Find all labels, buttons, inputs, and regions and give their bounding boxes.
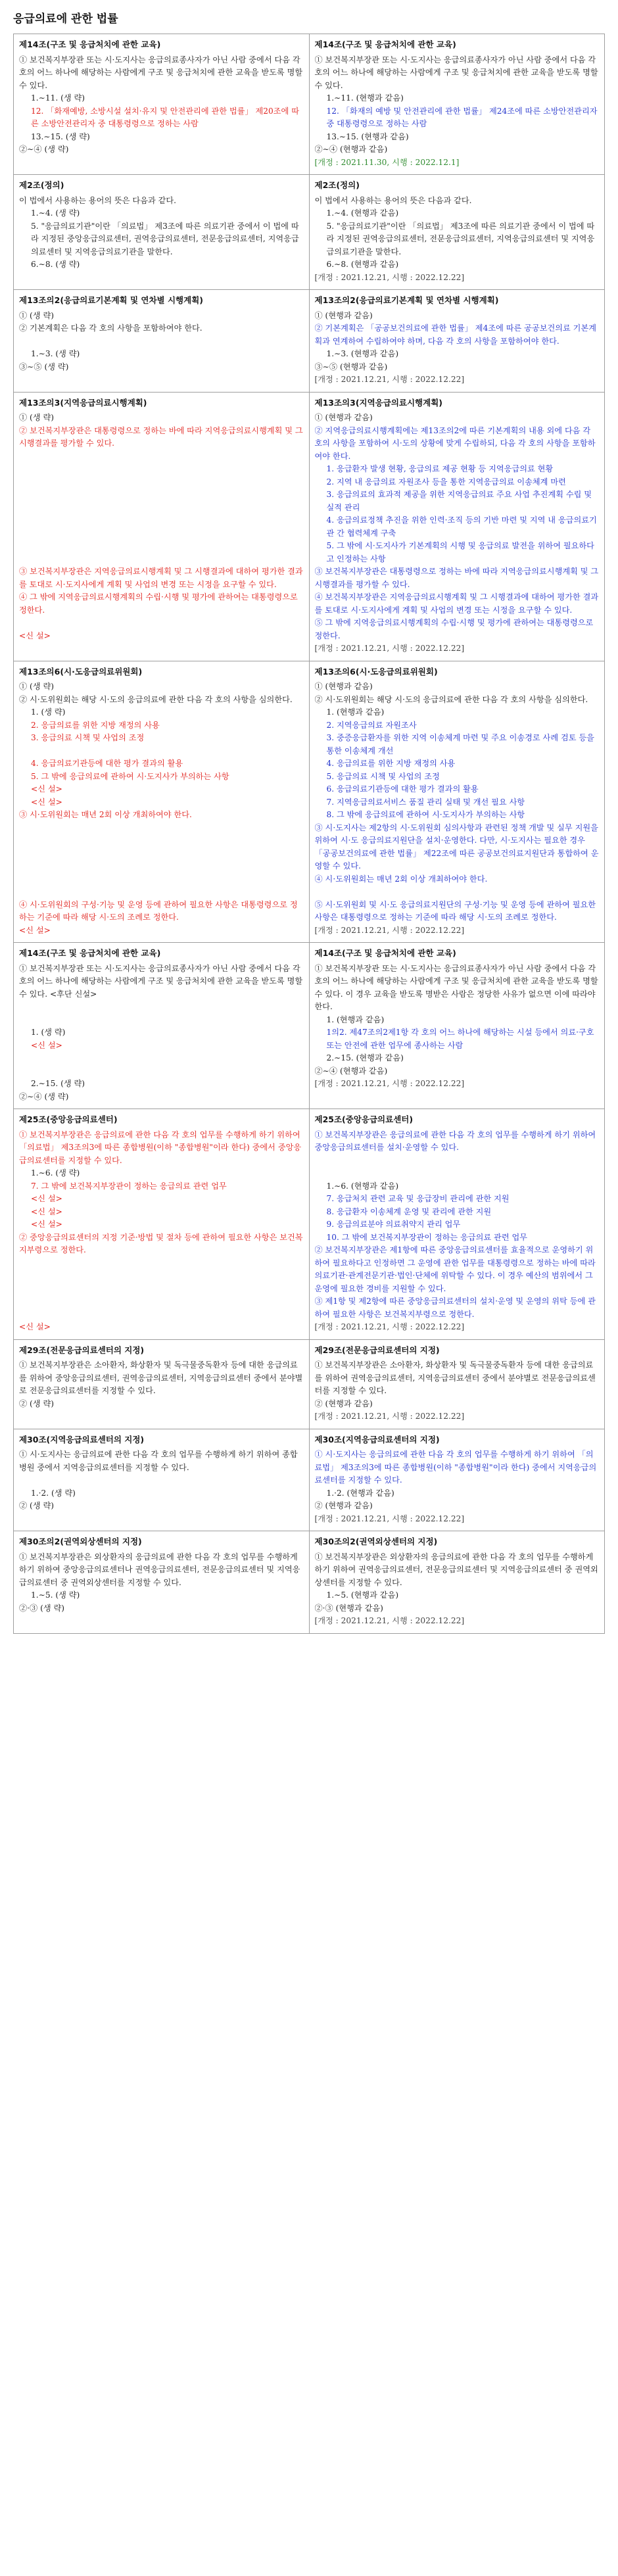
spacer: [19, 1001, 304, 1026]
article-line: ① 보건복지부장관은 소아환자, 화상환자 및 독극물중독환자 등에 대한 응급의료를 위하여 중앙응급의료센터, 권역응급의료센터, 지역응급의료센터 중에서 분야별로 전문응급의료센터를 지정할 수 있다.: [19, 1360, 303, 1395]
article-line: ⑤ 시·도위원회 및 시·도 응급의료지원단의 구성·기능 및 운영 등에 관하여 필요한 사항은 대통령령으로 정하는 기준에 따라 해당 시·도의 조례로 정한다.: [314, 899, 596, 922]
article-title: 제13조의3(지역응급의료시행계획): [19, 397, 147, 408]
article-line: 10. 그 밖에 보건복지부장관이 정하는 응급의료 관련 업무: [326, 1232, 528, 1242]
article-line: ② (생 략): [19, 1398, 54, 1408]
article-line: ④ 보건복지부장관은 지역응급의료시행계획 및 그 시행결과에 대하여 평가한 결과를 토대로 시·도지사에게 계획 및 사업의 변경 또는 시정을 요구할 수 있다.: [314, 592, 599, 615]
article-line: ④ 시·도위원회는 매년 2회 이상 개최하여야 한다.: [314, 874, 488, 884]
amended-law-cell: [309, 175, 605, 290]
article-line: ② 기본계획은 「공공보건의료에 관한 법률」 제4조에 따른 공공보건의료 기본계획과 연계하여 수립하여야 하며, 다음 각 호의 사항을 포함하여야 한다.: [314, 323, 597, 346]
article-line: 2. 지역응급의료 자원조사: [326, 720, 417, 730]
current-law-cell: [14, 1429, 310, 1531]
article-line: ① (생 략): [19, 413, 54, 422]
comparison-row: [14, 1339, 605, 1429]
amendment-note: [개정 : 2021.12.21, 시행 : 2022.12.22]: [314, 1322, 465, 1331]
amendment-note: [개정 : 2021.12.21, 시행 : 2022.12.22]: [314, 1514, 465, 1523]
comparison-row: [14, 1429, 605, 1531]
article-line: 2. 응급의료를 위한 지방 재정의 사용: [31, 720, 160, 730]
article-line: 5. 그 밖에 응급의료에 관하여 시·도지사가 부의하는 사항: [31, 771, 229, 781]
comparison-rows: [14, 34, 605, 1634]
article-title: 제2조(정의): [314, 180, 360, 190]
article-title: 제25조(중앙응급의료센터): [19, 1114, 118, 1124]
article-line: ① 보건복지부장관은 소아환자, 화상환자 및 독극물중독환자 등에 대한 응급의료를 위하여 권역응급의료센터, 지역응급의료센터 중에서 분야별로 전문응급의료센터를 지정할 수 있다.: [314, 1360, 596, 1395]
article-line: 1. (생 략): [31, 707, 66, 717]
article-line: 5. 응급의료 시책 및 사업의 조정: [326, 771, 440, 781]
article-line: ① 보건복지부장관은 외상환자의 응급의료에 관한 다음 각 호의 업무를 수행하게 하기 위하여 중앙응급의료센터나 권역응급의료센터, 전문응급의료센터 및 지역응급의료센터 중 권역외상센터를 지정할 수 있다.: [19, 1552, 300, 1587]
article-line: ② (생 략): [19, 1501, 54, 1510]
article-line: 7. 지역응급의료서비스 품질 관리 실태 및 개선 필요 사항: [326, 797, 525, 807]
article-line: ③ 시·도위원회는 매년 2회 이상 개최하여야 한다.: [19, 810, 192, 819]
article-line: 1.·2. (현행과 같음): [326, 1488, 394, 1498]
article-title: 제14조(구조 및 응급처치에 관한 교육): [314, 948, 456, 958]
comparison-row: [14, 392, 605, 661]
amended-law-cell: [309, 1429, 605, 1531]
article-line: ① 보건복지부장관 또는 시·도지사는 응급의료종사자가 아닌 사람 중에서 다음 각 호의 어느 하나에 해당하는 사람에게 구조 및 응급처치에 관한 교육을 받도록 명할 수 있다.: [314, 55, 598, 90]
comparison-row: [14, 943, 605, 1109]
article-line: 1. (현행과 같음): [326, 707, 385, 717]
article-line: ① 보건복지부장관 또는 시·도지사는 응급의료종사자가 아닌 사람 중에서 다음 각 호의 어느 하나에 해당하는 사람에게 구조 및 응급처치에 관한 교육을 받도록 명할 수 있다. <후단 신설>: [19, 963, 303, 999]
article-line: 8. 응급환자 이송체계 운영 및 관리에 관한 지원: [326, 1206, 492, 1216]
article-line: ② 지역응급의료시행계획에는 제13조의2에 따른 기본계획의 내용 외에 다음 각 호의 사항을 포함하여 시·도의 상황에 맞게 수립하되, 다음 각 호의 사항을 포함하여야 한다.: [314, 425, 596, 461]
article-line: <신 설>: [31, 1206, 62, 1216]
amended-law-cell: [309, 34, 605, 175]
article-line: ② (현행과 같음): [314, 1501, 373, 1510]
article-line: 1.∼11. (생 략): [31, 93, 85, 103]
current-law-cell: [14, 392, 310, 661]
article-line: ②∼④ (생 략): [19, 145, 69, 154]
current-law-cell: [14, 34, 310, 175]
article-line: 1.∼4. (현행과 같음): [326, 208, 399, 218]
article-title: 제30조의2(권역외상센터의 지정): [314, 1537, 438, 1546]
comparison-row: [14, 290, 605, 393]
article-line: 1.∼6. (생 략): [31, 1168, 80, 1178]
spacer: [19, 822, 304, 899]
article-line: ② 보건복지부장관은 대통령령으로 정하는 바에 따라 지역응급의료시행계획 및 그 시행결과를 평가할 수 있다.: [19, 425, 303, 448]
amended-law-cell: [309, 290, 605, 393]
amended-law-cell: [309, 943, 605, 1109]
amendment-note: [개정 : 2021.12.21, 시행 : 2022.12.22]: [314, 644, 465, 653]
article-line: 8. 그 밖에 응급의료에 관하여 시·도지사가 부의하는 사항: [326, 810, 525, 819]
article-line: ②·③ (생 략): [19, 1603, 65, 1613]
current-law-cell: [14, 1339, 310, 1429]
article-title: 제30조(지역응급의료센터의 지정): [19, 1434, 145, 1444]
article-line: 6.∼8. (생 략): [31, 260, 80, 269]
article-line: 1.∼4. (생 략): [31, 208, 80, 218]
comparison-row: [14, 175, 605, 290]
article-line: ③ 보건복지부장관은 지역응급의료시행계획 및 그 시행결과에 대하여 평가한 결과를 토대로 시·도지사에게 계획 및 사업의 변경 또는 시정을 요구할 수 있다.: [19, 567, 303, 589]
article-title: 제29조(전문응급의료센터의 지정): [314, 1345, 440, 1355]
amended-law-cell: [309, 1109, 605, 1340]
article-line: 1. (현행과 같음): [326, 1014, 385, 1024]
article-line: 1.∼11. (현행과 같음): [326, 93, 404, 103]
article-line: 이 법에서 사용하는 용어의 뜻은 다음과 같다.: [19, 195, 177, 205]
article-title: 제13조의6(시·도응급의료위원회): [19, 666, 143, 677]
article-line: ② 시·도위원회는 해당 시·도의 응급의료에 관한 다음 각 호의 사항을 심의한다.: [314, 694, 588, 704]
article-line: ③ 보건복지부장관은 대통령령으로 정하는 바에 따라 지역응급의료시행계획 및 그 시행결과를 평가할 수 있다.: [314, 567, 599, 589]
amended-law-cell: [309, 392, 605, 661]
comparison-row: [14, 1109, 605, 1340]
article-title: 제14조(구조 및 응급처치에 관한 교육): [19, 948, 161, 958]
article-line: 2.∼15. (현행과 같음): [326, 1053, 404, 1062]
law-comparison-table: [13, 34, 605, 1634]
article-line: ② 기본계획은 다음 각 호의 사항을 포함하여야 한다.: [19, 323, 202, 333]
spacer: [19, 1474, 304, 1487]
amendment-note: [개정 : 2021.11.30, 시행 : 2022.12.1]: [314, 157, 460, 167]
article-title: 제13조의2(응급의료기본계획 및 연차별 시행계획): [314, 295, 499, 305]
article-line: ③ 제1항 및 제2항에 따른 중앙응급의료센터의 설치·운영 및 운영의 위탁 등에 관하여 필요한 사항은 보건복지부령으로 정한다.: [314, 1297, 596, 1319]
article-line: ②∼④ (현행과 같음): [314, 145, 388, 154]
article-line: 2. 지역 내 응급의료 자원조사 등을 통한 지역응급의료 이송체계 마련: [326, 477, 566, 487]
spacer: [19, 450, 304, 566]
spacer: [19, 745, 304, 758]
amendment-note: [개정 : 2021.12.21, 시행 : 2022.12.22]: [314, 1616, 465, 1625]
comparison-row: [14, 34, 605, 175]
article-line: ① 보건복지부장관은 응급의료에 관한 다음 각 호의 업무를 수행하게 하기 위하여 중앙응급의료센터를 설치·운영할 수 있다.: [314, 1130, 596, 1152]
article-line: ② 보건복지부장관은 제1항에 따른 중앙응급의료센터를 효율적으로 운영하기 위하여 필요하다고 인정하면 그 운영에 관한 업무를 대통령령으로 정하는 바에 따라 의료기관·관계전문기관·법인·단체에 위탁할 수 있다. 이 경우 예산의 범위에서 그 운영에 필요한 경비를 지원할 수 있다.: [314, 1245, 596, 1293]
current-law-cell: [14, 1531, 310, 1634]
amendment-note: [개정 : 2021.12.21, 시행 : 2022.12.22]: [314, 1079, 465, 1088]
article-line: ① 시·도지사는 응급의료에 관한 다음 각 호의 업무를 수행하게 하기 위하여 「의료법」 제3조의3에 따른 종합병원(이하 "종합병원"이라 한다) 중에서 지역응급의료센터를 지정할 수 있다.: [314, 1450, 597, 1485]
spacer: [315, 886, 600, 899]
article-line: ④ 그 밖에 지역응급의료시행계획의 수립·시행 및 평가에 관하여는 대통령령으로 정한다.: [19, 592, 298, 615]
article-title: 제30조의2(권역외상센터의 지정): [19, 1537, 142, 1546]
article-line: 7. 응급처치 관련 교육 및 응급장비 관리에 관한 지원: [326, 1194, 510, 1203]
article-line: 12. 「화재의 예방 및 안전관리에 관한 법률」 제24조에 따른 소방안전관리자 중 대통령령으로 정하는 사람: [326, 106, 598, 128]
article-line: ② 시·도위원회는 해당 시·도의 응급의료에 관한 다음 각 호의 사항을 심의한다.: [19, 694, 293, 704]
article-line: ① 보건복지부장관은 응급의료에 관한 다음 각 호의 업무를 수행하게 하기 위하여 「의료법」 제3조의3에 따른 종합병원(이하 "종합병원"이라 한다) 중에서 중앙응급의료센터를 지정할 수 있다.: [19, 1130, 302, 1165]
comparison-row: [14, 661, 605, 943]
article-line: <신 설>: [19, 1322, 51, 1331]
article-line: ②∼④ (생 략): [19, 1091, 69, 1101]
current-law-cell: [14, 1109, 310, 1340]
amendment-note: [개정 : 2021.12.21, 시행 : 2022.12.22]: [314, 272, 465, 282]
article-title: 제25조(중앙응급의료센터): [314, 1114, 414, 1124]
current-law-cell: [14, 661, 310, 943]
spacer: [19, 1257, 304, 1322]
article-line: <신 설>: [19, 631, 51, 640]
article-line: ① 보건복지부장관은 외상환자의 응급의료에 관한 다음 각 호의 업무를 수행하게 하기 위하여 권역응급의료센터, 전문응급의료센터 및 지역응급의료센터 중 권역외상센터를 지정할 수 있다.: [314, 1552, 598, 1587]
article-line: 5. "응급의료기관"이란 「의료법」 제3조에 따른 의료기관 중에서 이 법에 따라 지정된 권역응급의료센터, 전문응급의료센터, 지역응급의료센터 및 지역응급의료기관을 말한다.: [326, 221, 595, 256]
article-line: ⑤ 그 밖에 지역응급의료시행계획의 수립·시행 및 평가에 관하여는 대통령령으로 정한다.: [314, 618, 594, 640]
article-line: 4. 응급의료를 위한 지방 재정의 사용: [326, 759, 456, 768]
article-line: 1.∼5. (생 략): [31, 1590, 80, 1600]
article-line: ③ 시·도지사는 제2항의 시·도위원회 심의사항과 관련된 정책 개발 및 실무 지원을 위하여 시·도 응급의료지원단을 설치·운영한다. 다만, 시·도지사는 필요한 경우 「공공보건의료에 관한 법률」 제22조에 따른 공공보건의료지원단과 통합하여 운영할 수 있다.: [314, 823, 599, 871]
article-line: 4. 응급의료정책 추진을 위한 인력·조직 등의 기반 마련 및 지역 내 응급의료기관 간 협력체계 구축: [326, 515, 597, 538]
article-line: 13.∼15. (현행과 같음): [326, 131, 409, 141]
article-line: 7. 그 밖에 보건복지부장관이 정하는 응급의료 관련 업무: [31, 1181, 227, 1191]
article-line: <신 설>: [31, 797, 62, 807]
page-title: 응급의료에 관한 법률: [13, 12, 118, 26]
amendment-note: [개정 : 2021.12.21, 시행 : 2022.12.22]: [314, 1412, 465, 1421]
article-line: 1.∼6. (현행과 같음): [326, 1181, 399, 1191]
article-line: 1.·2. (생 략): [31, 1488, 76, 1498]
article-title: 제14조(구조 및 응급처치에 관한 교육): [19, 39, 161, 49]
article-line: ②∼④ (현행과 같음): [314, 1066, 388, 1076]
current-law-cell: [14, 943, 310, 1109]
article-line: ① (현행과 같음): [314, 310, 373, 320]
article-line: <신 설>: [31, 784, 62, 794]
article-line: 12. 「화재예방, 소방시설 설치·유지 및 안전관리에 관한 법률」 제20조에 따른 소방안전관리자 중 대통령령으로 정하는 사람: [31, 106, 299, 128]
article-line: 2.∼15. (생 략): [31, 1079, 85, 1088]
article-line: ③∼⑤ (생 략): [19, 362, 69, 371]
article-line: ① (현행과 같음): [314, 413, 373, 422]
article-line: 6.∼8. (현행과 같음): [326, 260, 399, 269]
article-line: <신 설>: [31, 1194, 62, 1203]
article-line: 6. 응급의료기관등에 대한 평가 결과의 활용: [326, 784, 479, 794]
article-line: ① 보건복지부장관 또는 시·도지사는 응급의료종사자가 아닌 사람 중에서 다음 각 호의 어느 하나에 해당하는 사람에게 구조 및 응급처치에 관한 교육을 받도록 명할 수 있다. 이 경우 교육을 받도록 명받은 사람은 정당한 사유가 없으면 이에 따라야 한다.: [314, 963, 598, 1011]
article-line: ② (현행과 같음): [314, 1398, 373, 1408]
article-line: ① (생 략): [19, 310, 54, 320]
article-title: 제29조(전문응급의료센터의 지정): [19, 1345, 145, 1355]
spacer: [315, 1155, 600, 1180]
article-line: <신 설>: [31, 1220, 62, 1229]
article-line: 3. 응급의료의 효과적 제공을 위한 지역응급의료 주요 사업 추진계획 수립 및 실적 관리: [326, 490, 592, 512]
spacer: [19, 617, 304, 630]
article-title: 제2조(정의): [19, 180, 64, 190]
article-line: 5. 그 밖에 시·도지사가 기본계획의 시행 및 응급의료 발전을 위하여 필요하다고 인정하는 사항: [326, 541, 594, 563]
amended-law-cell: [309, 661, 605, 943]
amended-law-cell: [309, 1339, 605, 1429]
article-title: 제30조(지역응급의료센터의 지정): [314, 1434, 440, 1444]
article-line: 4. 응급의료기관등에 대한 평가 결과의 활용: [31, 759, 183, 768]
current-law-cell: [14, 290, 310, 393]
article-line: ② 중앙응급의료센터의 지정 기준·방법 및 절차 등에 관하여 필요한 사항은 보건복지부령으로 정한다.: [19, 1232, 303, 1254]
article-line: 5. "응급의료기관"이란 「의료법」 제3조에 따른 의료기관 중에서 이 법에 따라 지정된 중앙응급의료센터, 권역응급의료센터, 전문응급의료센터, 지역응급의료센터 및 지역응급의료기관을 말한다.: [31, 221, 299, 256]
article-line: 9. 응급의료분야 의료취약지 관리 업무: [326, 1220, 461, 1229]
article-line: 3. 응급의료 시책 및 사업의 조정: [31, 733, 145, 742]
article-line: 1.∼3. (현행과 같음): [326, 349, 399, 358]
comparison-row: [14, 1531, 605, 1634]
article-line: ① (생 략): [19, 682, 54, 691]
article-line: 1의2. 제47조의2제1항 각 호의 어느 하나에 해당하는 시설 등에서 의료·구호 또는 안전에 관한 업무에 종사하는 사람: [326, 1028, 594, 1050]
article-line: 1. (생 략): [31, 1028, 66, 1037]
article-line: ③∼⑤ (현행과 같음): [314, 362, 388, 371]
article-title: 제13조의3(지역응급의료시행계획): [314, 397, 442, 408]
article-line: ④ 시·도위원회의 구성·기능 및 운영 등에 관하여 필요한 사항은 대통령령으로 정하는 기준에 따라 해당 시·도의 조례로 정한다.: [19, 899, 298, 922]
article-line: 1.∼5. (현행과 같음): [326, 1590, 399, 1600]
article-line: 1. 응급환자 발생 현황, 응급의료 제공 현황 등 지역응급의료 현황: [326, 464, 554, 473]
current-law-cell: [14, 175, 310, 290]
article-line: 3. 중증응급환자를 위한 지역 이송체계 마련 및 주요 이송경로 사례 검토 등을 통한 이송체계 개선: [326, 733, 594, 755]
amended-law-cell: [309, 1531, 605, 1634]
article-line: ① (현행과 같음): [314, 682, 373, 691]
article-line: <신 설>: [31, 1040, 62, 1050]
article-line: <신 설>: [19, 925, 51, 935]
article-line: 13.∼15. (생 략): [31, 131, 90, 141]
amendment-note: [개정 : 2021.12.21, 시행 : 2022.12.22]: [314, 375, 465, 384]
article-title: 제13조의6(시·도응급의료위원회): [314, 666, 438, 677]
amendment-note: [개정 : 2021.12.21, 시행 : 2022.12.22]: [314, 925, 465, 935]
article-title: 제13조의2(응급의료기본계획 및 연차별 시행계획): [19, 295, 203, 305]
article-title: 제14조(구조 및 응급처치에 관한 교육): [314, 39, 456, 49]
article-line: 1.∼3. (생 략): [31, 349, 80, 358]
spacer: [19, 1052, 304, 1078]
page: [13, 0, 605, 1647]
article-line: ① 보건복지부장관 또는 시·도지사는 응급의료종사자가 아닌 사람 중에서 다음 각 호의 어느 하나에 해당하는 사람에게 구조 및 응급처치에 관한 교육을 받도록 명할 수 있다.: [19, 55, 303, 90]
spacer: [19, 335, 304, 348]
article-line: 이 법에서 사용하는 용어의 뜻은 다음과 같다.: [314, 195, 472, 205]
article-line: ②·③ (현행과 같음): [314, 1603, 383, 1613]
article-line: ① 시·도지사는 응급의료에 관한 다음 각 호의 업무를 수행하게 하기 위하여 종합병원 중에서 지역응급의료센터를 지정할 수 있다.: [19, 1450, 298, 1472]
